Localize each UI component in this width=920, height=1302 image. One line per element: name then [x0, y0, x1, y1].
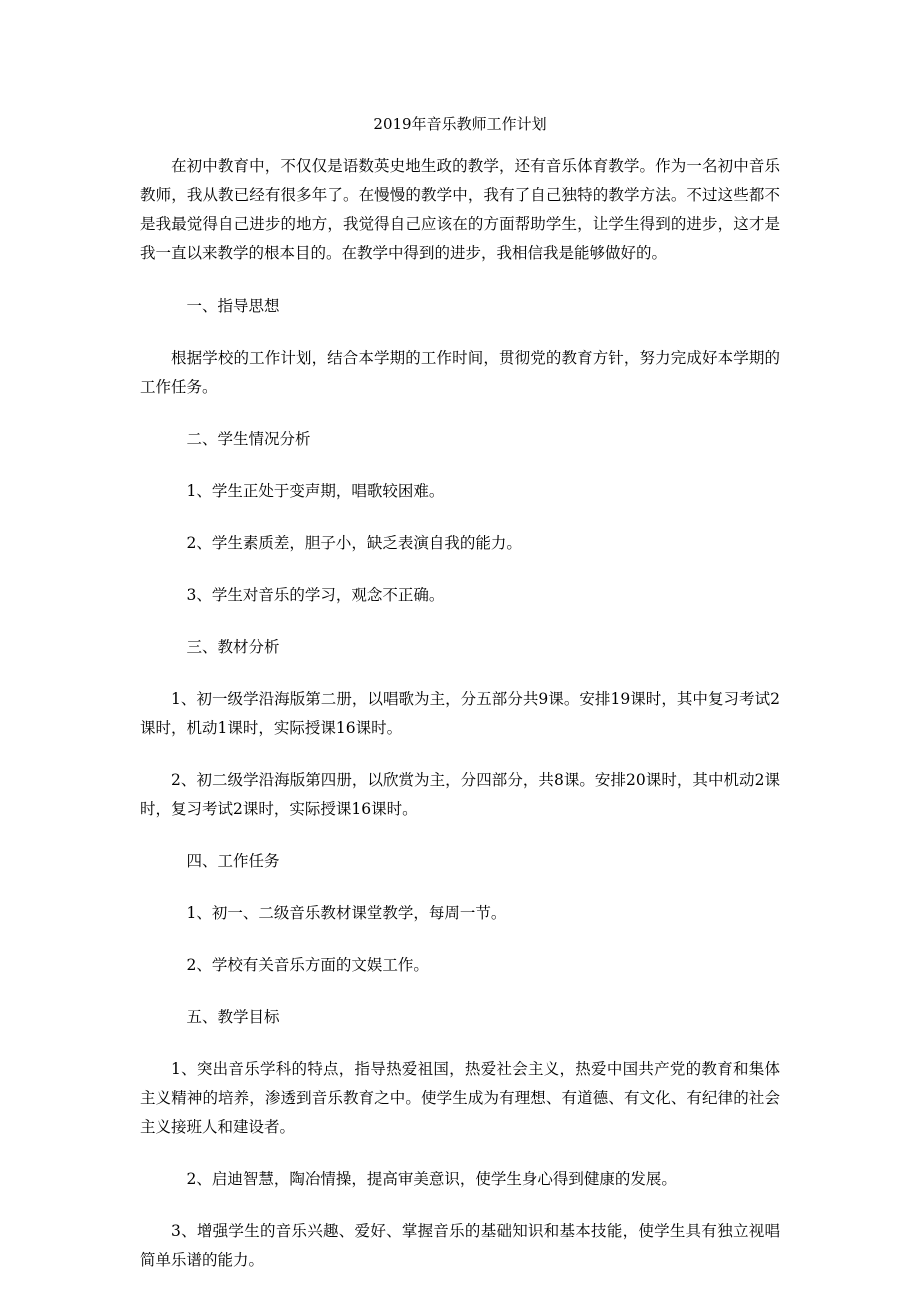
intro-paragraph: 在初中教育中，不仅仅是语数英史地生政的教学，还有音乐体育教学。作为一名初中音乐教师，我从教已经有很多年了。在慢慢的教学中，我有了自己独特的教学方法。不过这些都不是我最觉得自己进步的地方，我觉得自己应该在的方面帮助学生，让学生得到的进步，这才是我一直以来教学的根本目的。在教学中得到的进步，我相信我是能够做好的。 — [140, 157, 780, 262]
section-paragraph: 根据学校的工作计划，结合本学期的工作时间，贯彻党的教育方针，努力完成好本学期的工作任务。 — [140, 349, 780, 396]
document-body — [140, 152, 780, 1298]
list-item: 2、初二级学沿海版第四册，以欣赏为主，分四部分，共8课。安排20课时，其中机动2课时，复习考试2课时，实际授课16课时。 — [140, 771, 780, 818]
section-heading-student-analysis: 二、学生情况分析 — [186, 430, 311, 448]
list-item: 2、学校有关音乐方面的文娱工作。 — [186, 956, 429, 974]
section-heading-guiding-ideology: 一、指导思想 — [186, 297, 280, 315]
section-heading-teaching-goals: 五、教学目标 — [186, 1008, 280, 1026]
list-item: 3、学生对音乐的学习，观念不正确。 — [186, 586, 445, 604]
list-item: 1、初一、二级音乐教材课堂教学，每周一节。 — [186, 904, 507, 922]
list-item: 2、启迪智慧，陶冶情操，提高审美意识，使学生身心得到健康的发展。 — [186, 1170, 677, 1188]
section-heading-textbook-analysis: 三、教材分析 — [186, 638, 280, 656]
list-item: 2、学生素质差，胆子小，缺乏表演自我的能力。 — [186, 534, 522, 552]
list-item: 3、增强学生的音乐兴趣、爱好、掌握音乐的基础知识和基本技能，使学生具有独立视唱简单乐谱的能力。 — [140, 1222, 780, 1269]
list-item: 1、学生正处于变声期，唱歌较困难。 — [186, 482, 445, 500]
document-title: 2019年音乐教师工作计划 — [373, 115, 547, 133]
list-item: 1、初一级学沿海版第二册，以唱歌为主，分五部分共9课。安排19课时，其中复习考试2课时，机动1课时，实际授课16课时。 — [140, 690, 780, 737]
section-heading-work-tasks: 四、工作任务 — [186, 852, 280, 870]
list-item: 1、突出音乐学科的特点，指导热爱祖国，热爱社会主义，热爱中国共产党的教育和集体主义精神的培养，渗透到音乐教育之中。使学生成为有理想、有道德、有文化、有纪律的社会主义接班人和建设者。 — [140, 1060, 780, 1136]
